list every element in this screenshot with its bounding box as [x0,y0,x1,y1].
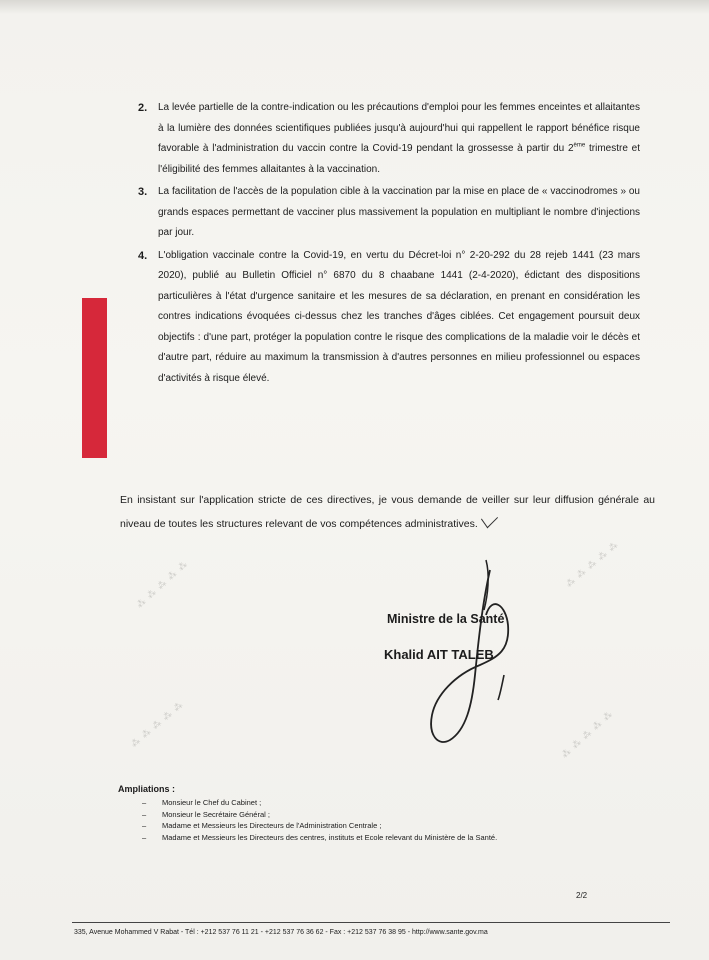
faint-stamp-mark: ⁂ ⁂ ⁂ ⁂ ⁂ [564,540,622,590]
item-text-part: trimestre et l'éligibilité des femmes allaitantes à la vaccination. [158,143,641,175]
paper-fold-shadow [0,0,709,14]
directive-list [120,98,640,391]
item-text: La facilitation de l'accès de la population cible à la vaccination par la mise en place de « vaccinodromes » ou grands espaces permettant de vacciner plus massivement la population en multipliant le nombre d'injections par jour. [158,186,640,238]
closing-paragraph [120,488,655,536]
faint-stamp-mark: ⁂ ⁂ ⁂ ⁂ ⁂ [560,709,616,761]
ordinal-superscript: ème [573,142,586,149]
signatory-title: Ministre de la Santé [387,612,505,626]
list-item: – Monsieur le Chef du Cabinet ; [120,797,680,809]
directive-item-3 [120,182,640,244]
footer-contact-info: 335, Avenue Mohammed V Rabat - Tél : +212 537 76 11 21 - +212 537 76 36 62 - Fax : +212 537 76 38 95 - http://www.sante.gov.ma [74,929,488,936]
page-number: 2/2 [576,891,588,900]
red-redaction-bar [82,298,107,458]
handwritten-check-mark-icon [481,509,498,529]
footer-divider [72,922,670,923]
directive-item-2 [120,98,640,180]
item-number: 4. [138,249,148,262]
item-number: 2. [138,102,148,114]
list-item: – Madame et Messieurs les Directeurs de l'Administration Centrale ; [120,820,680,832]
item-number: 3. [138,186,148,198]
list-item: – Monsieur le Secrétaire Général ; [120,809,680,821]
item-text-part: La levée partielle de la contre-indication ou les précautions d'emploi pour les femmes enceintes et allaitantes à la lumière des données scientifiques publiées jusqu'à aujourd'hui qui rappellent le rapport bénéfice risque favorable à l'administration du vaccin contre la Covid-19 pendant la grossesse à partir du 2 [158,102,640,154]
directive-item-4 [120,246,640,390]
ampliations-list [120,797,680,843]
signatory-name: Khalid AIT TALEB [384,647,494,662]
item-text: L'obligation vaccinale contre la Covid-19, en vertu du Décret-loi n° 2-20-292 du 28 rejeb 1441 (23 mars 2020), publié au Bulletin Officiel n° 6870 du 8 chaabane 1441 (2-4-2020), édictant des dispositions particulières à l'état d'urgence sanitaire et les mesures de sa déclaration, en prenant en considération les contres indications évoquées ci-dessus chez les tranches d'âges ciblées. Cet engagement poursuit deux objectifs : d'une part, protéger la population contre le risque des complications de la maladie voir le décès et d'autre part, réduire au maximum la transmission à d'autres personnes en milieu professionnel ou espaces d'activités à risque élevé. [158,249,640,384]
ampliations-heading: Ampliations : [118,784,176,794]
closing-text: En insistant sur l'application stricte de ces directives, je vous demande de veiller sur leur diffusion générale au niveau de toutes les structures relevant de vos compétences administratives. [120,494,655,530]
faint-stamp-mark: ⁂ ⁂ ⁂ ⁂ ⁂ [135,559,191,611]
list-item: – Madame et Messieurs les Directeurs des centres, instituts et Ecole relevant du Ministère de la Santé. [120,832,680,844]
faint-stamp-mark: ⁂ ⁂ ⁂ ⁂ ⁂ [129,700,187,750]
